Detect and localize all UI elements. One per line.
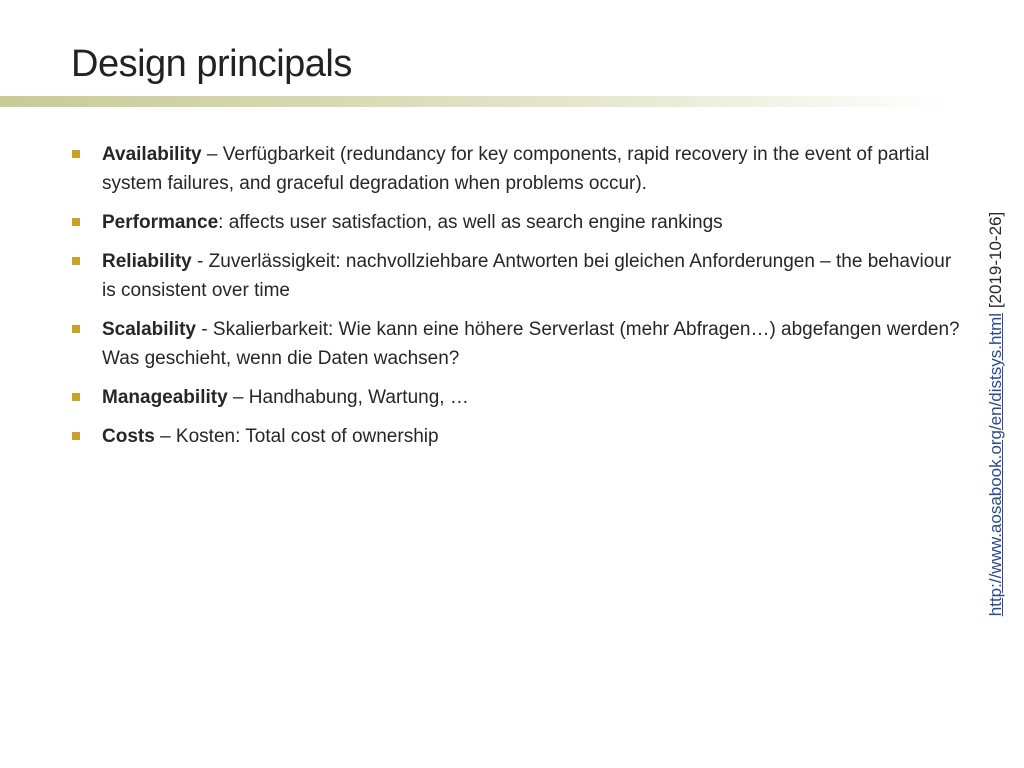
title-divider — [0, 96, 950, 107]
bullet-list — [72, 140, 962, 461]
bullet-text: Skalierbarkeit: Wie kann eine höhere Serverlast (mehr Abfragen…) abgefangen werden? Was geschieht, wenn die Daten wachsen? — [102, 319, 960, 369]
bullet-scalability — [72, 315, 962, 373]
bullet-text: Verfügbarkeit (redundancy for key components, rapid recovery in the event of partial system failures, and graceful degradation when problems occur). — [102, 144, 930, 194]
bullet-text: Zuverlässigkeit: nachvollziehbare Antworten bei gleichen Anforderungen – the behaviour is consistent over time — [102, 251, 952, 301]
source-date: [2019-10-26] — [986, 211, 1005, 309]
bullet-reliability — [72, 247, 962, 305]
square-bullet-icon — [72, 393, 80, 401]
bullet-term: Performance — [102, 212, 219, 233]
source-link[interactable]: http://www.aosabook.org/en/distsys.html — [986, 312, 1005, 617]
bullet-term: Reliability — [102, 251, 192, 272]
bullet-manageability — [72, 383, 962, 412]
bullet-text: affects user satisfaction, as well as search engine rankings — [228, 212, 723, 233]
bullet-term: Costs — [102, 426, 155, 447]
bullet-separator: – — [154, 426, 176, 447]
bullet-term: Manageability — [102, 387, 228, 408]
bullet-separator: – — [201, 144, 223, 165]
bullet-term: Scalability — [102, 319, 196, 340]
bullet-separator: – — [227, 387, 249, 408]
bullet-separator: - — [191, 251, 209, 272]
bullet-costs — [72, 422, 962, 451]
source-reference — [986, 212, 1006, 616]
square-bullet-icon — [72, 325, 80, 333]
square-bullet-icon — [72, 432, 80, 440]
bullet-separator: - — [196, 319, 213, 340]
square-bullet-icon — [72, 257, 80, 265]
slide-title: Design principals — [71, 43, 352, 85]
bullet-separator: : — [218, 212, 229, 233]
bullet-text: Handhabung, Wartung, … — [248, 387, 469, 408]
bullet-text: Kosten: Total cost of ownership — [175, 426, 439, 447]
square-bullet-icon — [72, 150, 80, 158]
bullet-term: Availability — [102, 144, 202, 165]
bullet-availability — [72, 140, 962, 198]
bullet-performance — [72, 208, 962, 237]
square-bullet-icon — [72, 218, 80, 226]
